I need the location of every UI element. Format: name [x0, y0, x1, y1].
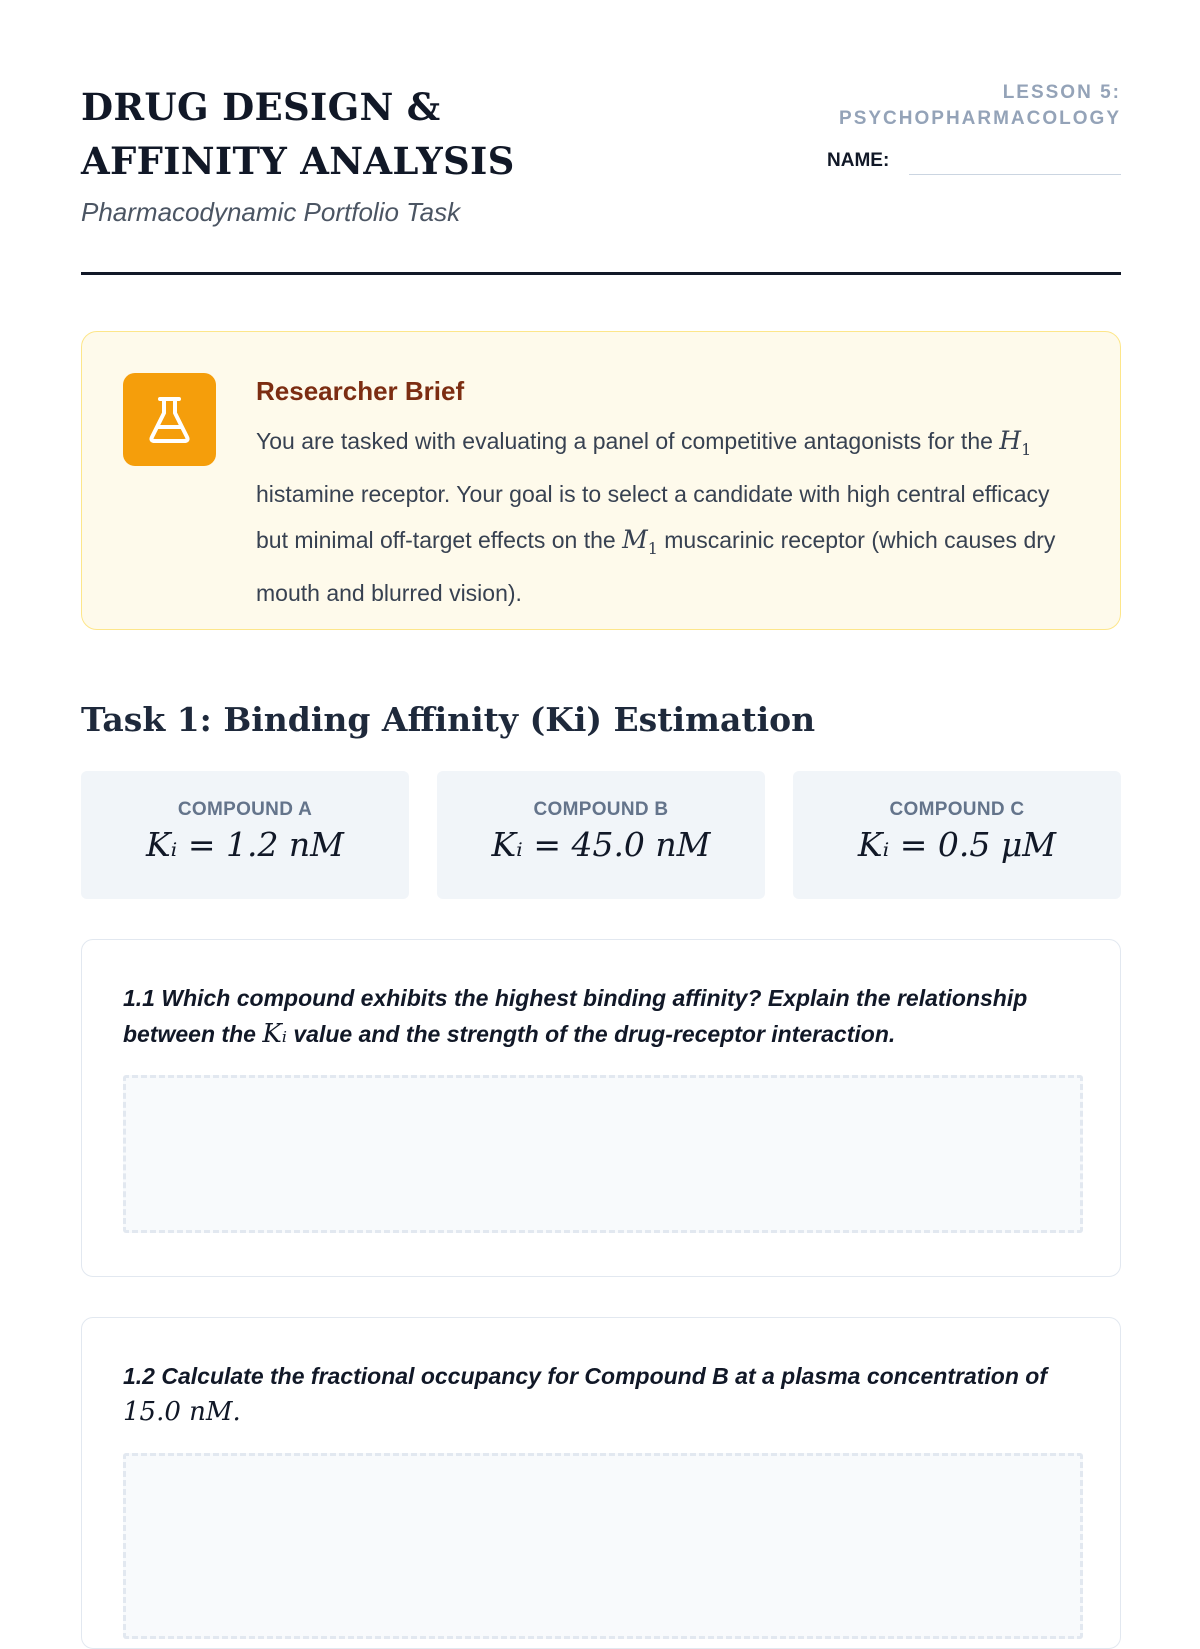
h1-symbol: H — [999, 426, 1022, 455]
name-label: NAME: — [827, 150, 890, 171]
flask-icon — [123, 373, 216, 466]
question-1-2-text-a: 1.2 Calculate the fractional occupancy for Compound B at a plasma concentration of — [123, 1363, 1048, 1389]
answer-box-1-2[interactable] — [123, 1453, 1083, 1639]
brief-text — [256, 418, 1086, 616]
question-1-1-text-a: 1.1 Which compound exhibits the highest binding affinity? Explain the relationship between the — [123, 985, 1028, 1047]
question-1-2-card — [81, 1317, 1121, 1649]
m1-subscript: 1 — [647, 539, 658, 558]
question-1-1-text-b: value and the strength of the drug-receptor interaction. — [293, 1021, 896, 1047]
compound-a-label: COMPOUND A — [177, 799, 313, 820]
compound-c-ki: Kᵢ = 0.5 μM — [857, 825, 1057, 864]
compound-b-label: COMPOUND B — [533, 799, 669, 820]
brief-text-part-1: You are tasked with evaluating a panel of competitive antagonists for the — [256, 428, 993, 454]
compound-c-label: COMPOUND C — [889, 799, 1025, 820]
worksheet-page — [81, 0, 1121, 1427]
lesson-label: LESSON 5: PSYCHOPHARMACOLOGY — [839, 82, 1121, 129]
task-1-title: Task 1: Binding Affinity (Ki) Estimation — [81, 700, 816, 739]
name-field[interactable] — [827, 146, 1121, 176]
name-input-line[interactable] — [909, 174, 1121, 175]
brief-title: Researcher Brief — [256, 376, 465, 406]
header-divider — [81, 272, 1121, 275]
question-1-1-card — [81, 939, 1121, 1277]
h1-receptor-symbol — [999, 426, 1032, 459]
compound-a-ki: Kᵢ = 1.2 nM — [146, 825, 344, 864]
compound-card-b — [437, 771, 765, 899]
question-1-1-text — [123, 980, 1083, 1052]
brief-text-part-2: histamine receptor. Your goal is to select a candidate with high central efficacy but minimal off-target effects on the — [256, 481, 1050, 553]
m1-symbol: M — [622, 525, 648, 554]
compound-card-a — [81, 771, 409, 899]
compound-b-ki: Kᵢ = 45.0 nM — [491, 825, 711, 864]
researcher-brief — [81, 331, 1121, 630]
m1-receptor-symbol — [622, 525, 658, 558]
compound-card-c — [793, 771, 1121, 899]
worksheet-header — [81, 0, 1121, 276]
document-title: DRUG DESIGN & AFFINITY ANALYSIS — [81, 85, 515, 183]
brief-text-part-3: muscarinic receptor (which causes dry mouth and blurred vision). — [256, 527, 1056, 606]
document-subtitle: Pharmacodynamic Portfolio Task — [81, 197, 461, 227]
question-1-1-ki-symbol: Kᵢ — [262, 1019, 287, 1049]
answer-box-1-1[interactable] — [123, 1075, 1083, 1233]
h1-subscript: 1 — [1021, 440, 1032, 459]
question-1-2-concentration: 15.0 nM. — [123, 1397, 241, 1427]
question-1-2-text — [123, 1358, 1083, 1430]
